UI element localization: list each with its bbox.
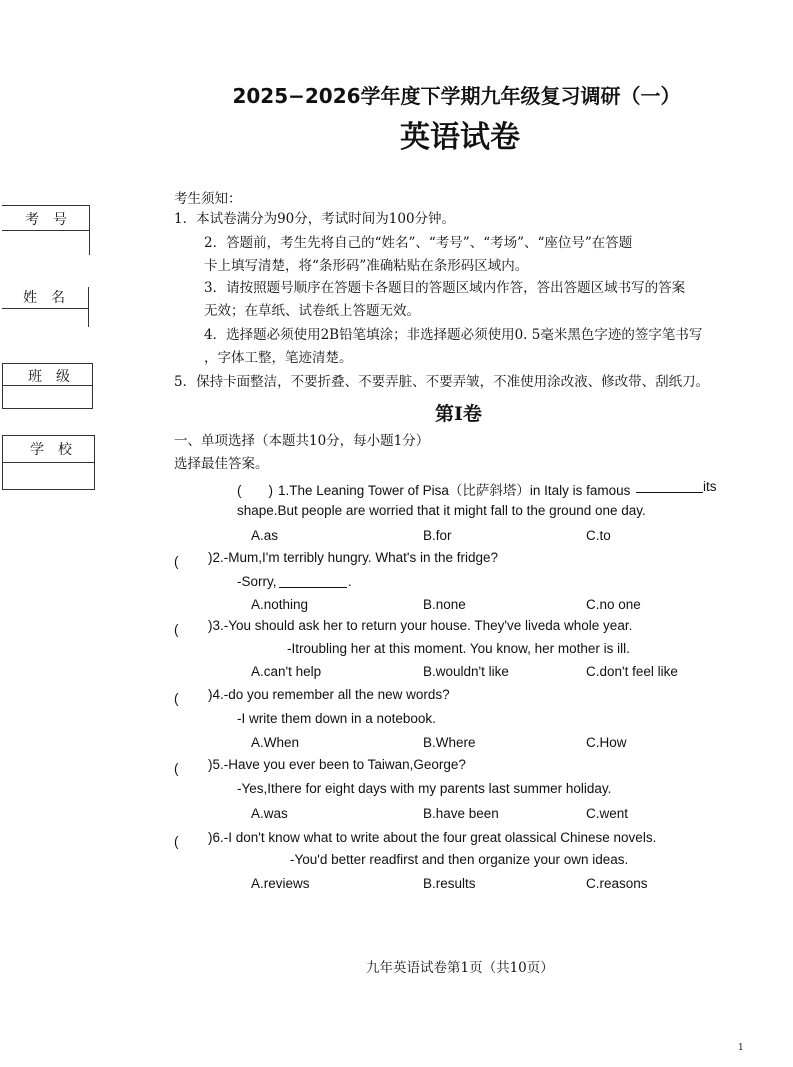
question-stem: )2.-Mum,I'm terribly hungry. What's in the fridge? [208, 550, 498, 565]
question-stem-2: -Sorry, [237, 574, 277, 589]
answer-blank [636, 492, 703, 493]
option-c[interactable]: C.reasons [586, 876, 648, 891]
question-stem-tail: its [703, 479, 717, 494]
option-b[interactable]: B.results [423, 876, 476, 891]
notice-item-2a: 2．答题前，考生先将自己的“姓名”、“考号”、“考场”、“座位号”在答题 [204, 235, 633, 251]
option-c[interactable]: C.don't feel like [586, 664, 678, 679]
volume-title: 第Ⅰ卷 [435, 403, 482, 425]
exam-title: 2025−2026学年度下学期九年级复习调研（一） [232, 84, 681, 108]
notice-item-3a: 3．请按照题号顺序在答题卡各题目的答题区域内作答，答出答题区域书写的答案 [204, 280, 686, 296]
name-label: 姓 名 [23, 290, 65, 306]
option-a[interactable]: A.was [251, 806, 288, 821]
page-footer: 九年英语试卷第1页（共10页） [366, 960, 554, 976]
notice-item-5: 5．保持卡面整洁，不要折叠、不要弄脏、不要弄皱，不准使用涂改液、修改带、刮纸刀。 [174, 374, 710, 390]
part-title: 一、单项选择（本题共10分，每小题1分） [174, 433, 430, 449]
question-stem-2: -Yes,Ithere for eight days with my parents last summer holiday. [237, 781, 612, 796]
option-c[interactable]: C.went [586, 806, 629, 821]
answer-bracket[interactable]: ( [174, 622, 206, 637]
answer-blank [279, 587, 347, 588]
question-stem: 1.The Leaning Tower of Pisa（比萨斜塔）in Italy is famous [278, 483, 631, 498]
answer-bracket[interactable]: ( [174, 834, 206, 849]
question-stem-tail: . [348, 574, 352, 589]
option-a[interactable]: A.reviews [251, 876, 310, 891]
answer-bracket[interactable]: ( ) [237, 483, 273, 498]
notice-item-4b: ，字体工整，笔迹清楚。 [204, 350, 353, 366]
question-stem: )5.-Have you ever been to Taiwan,George? [208, 757, 466, 772]
exam-subtitle: 英语试卷 [400, 120, 520, 155]
question-stem-2: -Itroubling her at this moment. You know, her mother is ill. [287, 641, 630, 656]
option-c[interactable]: C.to [586, 528, 611, 543]
question-stem: )4.-do you remember all the new words? [208, 687, 450, 702]
notice-item-2b: 卡上填写清楚，将“条形码”准确粘贴在条形码区域内。 [204, 258, 529, 274]
notice-item-3b: 无效；在草纸、试卷纸上答题无效。 [204, 303, 420, 319]
exam-no-label: 考 号 [25, 212, 67, 228]
option-a[interactable]: A.nothing [251, 597, 309, 612]
option-b[interactable]: B.wouldn't like [423, 664, 509, 679]
option-a[interactable]: A.When [251, 735, 300, 750]
question-stem: )3.-You should ask her to return your house. They've liveda whole year. [208, 618, 633, 633]
notice-item-1: 1．本试卷满分为90分，考试时间为100分钟。 [174, 211, 456, 227]
option-b[interactable]: B.have been [423, 806, 499, 821]
option-c[interactable]: C.no one [586, 597, 641, 612]
class-label: 班 级 [28, 369, 70, 385]
answer-bracket[interactable]: ( [174, 761, 206, 776]
question-stem-2: -You'd better readfirst and then organize your own ideas. [290, 852, 629, 867]
option-b[interactable]: B.none [423, 597, 466, 612]
notice-item-4a: 4．选择题必须使用2B铅笔填涂；非选择题必须使用0. 5毫米黑色字迹的签字笔书写 [204, 327, 703, 343]
school-label: 学 校 [30, 442, 72, 458]
question-stem: )6.-I don't know what to write about the four great olassical Chinese novels. [208, 830, 657, 845]
option-a[interactable]: A.can't help [251, 664, 322, 679]
part-instruction: 选择最佳答案。 [174, 456, 269, 472]
option-b[interactable]: B.for [423, 528, 452, 543]
page-number: 1 [738, 1043, 744, 1053]
notice-heading: 考生须知： [174, 191, 242, 207]
option-c[interactable]: C.How [586, 735, 627, 750]
question-stem-2: -I write them down in a notebook. [237, 711, 436, 726]
option-a[interactable]: A.as [251, 528, 279, 543]
answer-bracket[interactable]: ( [174, 554, 206, 569]
question-stem-2: shape.But people are worried that it might fall to the ground one day. [237, 503, 646, 518]
answer-bracket[interactable]: ( [174, 691, 206, 706]
option-b[interactable]: B.Where [423, 735, 476, 750]
